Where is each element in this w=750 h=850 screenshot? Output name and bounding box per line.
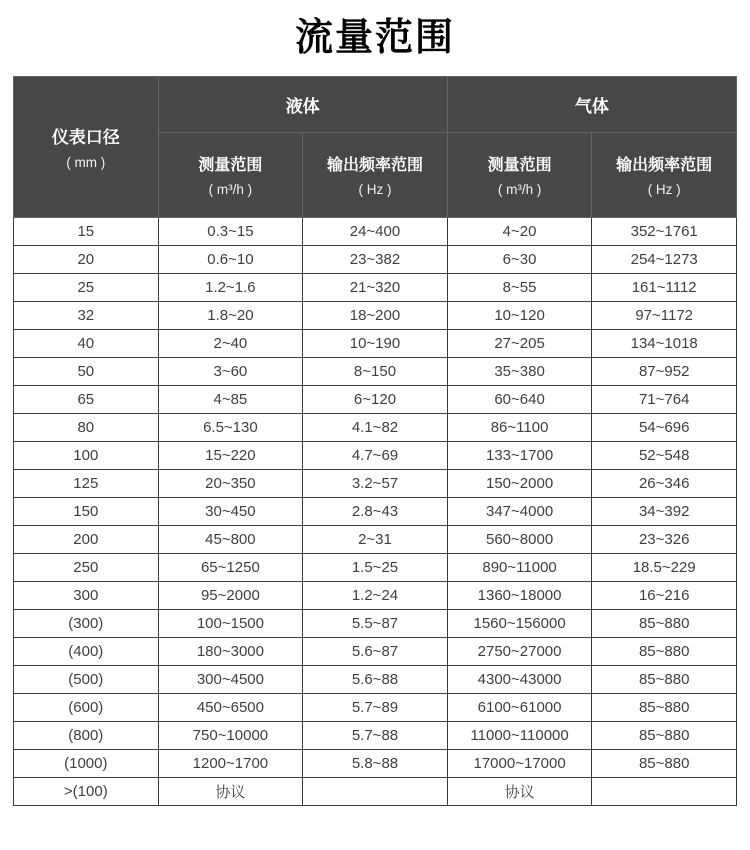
header-group-gas: 气体	[447, 76, 736, 132]
header-gas-freq	[592, 132, 737, 217]
header-gas-freq-unit: ( Hz )	[647, 182, 681, 198]
cell-diameter: 200	[14, 525, 159, 553]
cell-gas-freq: 52~548	[592, 441, 737, 469]
cell-liquid-measure: 1.2~1.6	[158, 273, 303, 301]
cell-gas-measure: 560~8000	[447, 525, 592, 553]
cell-liquid-freq: 6~120	[303, 385, 448, 413]
cell-gas-measure: 4~20	[447, 217, 592, 245]
table-row	[14, 385, 737, 413]
table-row	[14, 301, 737, 329]
table-row	[14, 777, 737, 805]
cell-gas-freq: 71~764	[592, 385, 737, 413]
cell-gas-freq: 26~346	[592, 469, 737, 497]
cell-liquid-freq: 5.8~88	[303, 749, 448, 777]
cell-liquid-freq: 2.8~43	[303, 497, 448, 525]
cell-gas-freq: 54~696	[592, 413, 737, 441]
cell-gas-freq: 85~880	[592, 609, 737, 637]
table-row	[14, 721, 737, 749]
table-row	[14, 637, 737, 665]
table-row	[14, 329, 737, 357]
cell-gas-measure: 86~1100	[447, 413, 592, 441]
cell-diameter: 40	[14, 329, 159, 357]
cell-liquid-measure: 1.8~20	[158, 301, 303, 329]
cell-diameter: (1000)	[14, 749, 159, 777]
header-diameter-unit: ( mm )	[66, 155, 106, 171]
page-title: 流量范围	[294, 17, 455, 59]
cell-liquid-measure: 300~4500	[158, 665, 303, 693]
cell-gas-freq: 85~880	[592, 665, 737, 693]
header-liquid-measure	[158, 132, 303, 217]
cell-liquid-freq: 5.6~87	[303, 637, 448, 665]
cell-gas-freq: 34~392	[592, 497, 737, 525]
cell-liquid-measure: 450~6500	[158, 693, 303, 721]
cell-diameter: 150	[14, 497, 159, 525]
table-row	[14, 553, 737, 581]
table-row	[14, 217, 737, 245]
cell-liquid-measure: 180~3000	[158, 637, 303, 665]
cell-liquid-freq: 24~400	[303, 217, 448, 245]
cell-gas-freq: 134~1018	[592, 329, 737, 357]
cell-liquid-freq: 1.2~24	[303, 581, 448, 609]
cell-gas-measure: 2750~27000	[447, 637, 592, 665]
cell-gas-measure: 150~2000	[447, 469, 592, 497]
table-row	[14, 581, 737, 609]
cell-liquid-measure: 1200~1700	[158, 749, 303, 777]
table-row	[14, 245, 737, 273]
cell-liquid-measure: 20~350	[158, 469, 303, 497]
cell-gas-measure: 60~640	[447, 385, 592, 413]
cell-gas-freq: 254~1273	[592, 245, 737, 273]
cell-gas-freq: 18.5~229	[592, 553, 737, 581]
header-liquid-measure-label: 测量范围	[198, 157, 263, 175]
cell-liquid-measure: 3~60	[158, 357, 303, 385]
header-gas-freq-label: 输出频率范围	[616, 157, 713, 175]
cell-gas-freq	[592, 777, 737, 805]
cell-liquid-freq: 8~150	[303, 357, 448, 385]
cell-gas-measure: 1560~156000	[447, 609, 592, 637]
header-group-liquid: 液体	[158, 76, 447, 132]
cell-liquid-measure: 协议	[158, 777, 303, 805]
cell-gas-measure: 17000~17000	[447, 749, 592, 777]
cell-liquid-measure: 0.3~15	[158, 217, 303, 245]
header-gas-measure	[447, 132, 592, 217]
cell-diameter: (300)	[14, 609, 159, 637]
cell-diameter: 100	[14, 441, 159, 469]
cell-diameter: 25	[14, 273, 159, 301]
cell-gas-freq: 16~216	[592, 581, 737, 609]
table-header	[14, 76, 737, 217]
header-liquid-freq-unit: ( Hz )	[358, 182, 392, 198]
cell-liquid-freq: 5.5~87	[303, 609, 448, 637]
cell-diameter: (400)	[14, 637, 159, 665]
cell-gas-measure: 347~4000	[447, 497, 592, 525]
table-row	[14, 273, 737, 301]
cell-gas-measure: 6~30	[447, 245, 592, 273]
cell-gas-measure: 35~380	[447, 357, 592, 385]
cell-diameter: >(100)	[14, 777, 159, 805]
cell-gas-measure: 10~120	[447, 301, 592, 329]
cell-gas-measure: 协议	[447, 777, 592, 805]
header-diameter	[14, 76, 159, 217]
flow-range-table	[13, 76, 737, 806]
cell-diameter: (500)	[14, 665, 159, 693]
cell-gas-freq: 97~1172	[592, 301, 737, 329]
cell-gas-measure: 1360~18000	[447, 581, 592, 609]
cell-gas-freq: 87~952	[592, 357, 737, 385]
cell-liquid-measure: 750~10000	[158, 721, 303, 749]
header-liquid-measure-unit: ( m³/h )	[208, 182, 253, 198]
cell-liquid-freq: 5.7~89	[303, 693, 448, 721]
table-row	[14, 525, 737, 553]
cell-diameter: 300	[14, 581, 159, 609]
cell-liquid-freq: 4.1~82	[303, 413, 448, 441]
cell-liquid-freq: 21~320	[303, 273, 448, 301]
cell-liquid-freq: 5.7~88	[303, 721, 448, 749]
cell-liquid-freq: 4.7~69	[303, 441, 448, 469]
cell-gas-measure: 27~205	[447, 329, 592, 357]
table-row	[14, 413, 737, 441]
cell-gas-freq: 85~880	[592, 637, 737, 665]
cell-liquid-measure: 6.5~130	[158, 413, 303, 441]
cell-liquid-freq: 2~31	[303, 525, 448, 553]
cell-liquid-measure: 30~450	[158, 497, 303, 525]
cell-liquid-freq: 18~200	[303, 301, 448, 329]
cell-diameter: (600)	[14, 693, 159, 721]
cell-gas-freq: 23~326	[592, 525, 737, 553]
header-liquid-freq-label: 输出频率范围	[326, 157, 423, 175]
cell-diameter: 32	[14, 301, 159, 329]
cell-diameter: 80	[14, 413, 159, 441]
header-gas-measure-unit: ( m³/h )	[497, 182, 542, 198]
cell-gas-measure: 11000~110000	[447, 721, 592, 749]
cell-liquid-measure: 65~1250	[158, 553, 303, 581]
cell-liquid-freq	[303, 777, 448, 805]
cell-liquid-freq: 1.5~25	[303, 553, 448, 581]
table-row	[14, 469, 737, 497]
cell-gas-freq: 85~880	[592, 721, 737, 749]
cell-gas-measure: 133~1700	[447, 441, 592, 469]
cell-liquid-measure: 2~40	[158, 329, 303, 357]
cell-liquid-measure: 15~220	[158, 441, 303, 469]
table-row	[14, 693, 737, 721]
table-row	[14, 441, 737, 469]
cell-diameter: 125	[14, 469, 159, 497]
cell-gas-freq: 352~1761	[592, 217, 737, 245]
cell-gas-measure: 6100~61000	[447, 693, 592, 721]
cell-diameter: 50	[14, 357, 159, 385]
cell-liquid-measure: 100~1500	[158, 609, 303, 637]
cell-diameter: (800)	[14, 721, 159, 749]
cell-liquid-freq: 23~382	[303, 245, 448, 273]
table-row	[14, 609, 737, 637]
cell-liquid-freq: 10~190	[303, 329, 448, 357]
table-row	[14, 357, 737, 385]
cell-liquid-measure: 0.6~10	[158, 245, 303, 273]
cell-liquid-freq: 3.2~57	[303, 469, 448, 497]
header-diameter-label: 仪表口径	[51, 128, 120, 148]
cell-liquid-measure: 95~2000	[158, 581, 303, 609]
cell-liquid-freq: 5.6~88	[303, 665, 448, 693]
cell-gas-freq: 161~1112	[592, 273, 737, 301]
cell-diameter: 250	[14, 553, 159, 581]
table-body	[14, 217, 737, 805]
cell-gas-measure: 890~11000	[447, 553, 592, 581]
cell-liquid-measure: 45~800	[158, 525, 303, 553]
table-row	[14, 497, 737, 525]
table-row	[14, 749, 737, 777]
header-group-row	[14, 76, 737, 132]
table-row	[14, 665, 737, 693]
cell-liquid-measure: 4~85	[158, 385, 303, 413]
cell-gas-measure: 4300~43000	[447, 665, 592, 693]
cell-diameter: 65	[14, 385, 159, 413]
cell-gas-freq: 85~880	[592, 693, 737, 721]
cell-gas-freq: 85~880	[592, 749, 737, 777]
header-liquid-freq	[303, 132, 448, 217]
cell-gas-measure: 8~55	[447, 273, 592, 301]
cell-diameter: 20	[14, 245, 159, 273]
cell-diameter: 15	[14, 217, 159, 245]
header-gas-measure-label: 测量范围	[487, 157, 552, 175]
